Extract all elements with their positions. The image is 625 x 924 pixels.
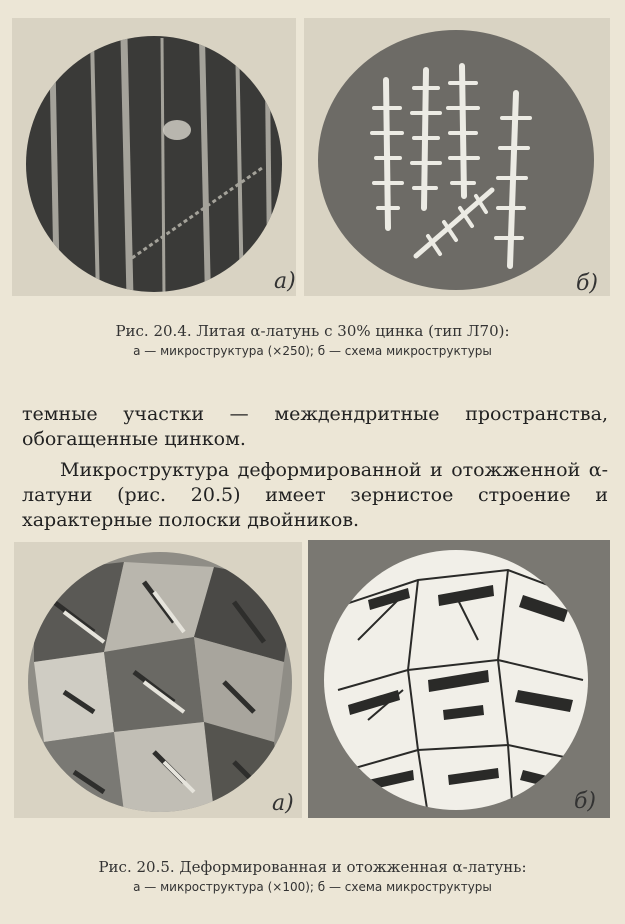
body-paragraph-1: темные участки — междендритные пространства, обогащенные цинком. bbox=[22, 403, 608, 450]
figure-20-4-micrograph bbox=[12, 18, 296, 296]
figure-20-5-caption-sub: а — микроструктура (×100); б — схема микроструктуры bbox=[133, 880, 492, 894]
figure-20-5-micrograph bbox=[14, 542, 302, 818]
figure-20-4-schematic bbox=[304, 18, 610, 296]
body-paragraph-2: Микроструктура деформированной и отожженной α-латуни (рис. 20.5) имеет зернистое строение и характерные полоски двойников. bbox=[22, 459, 608, 531]
figure-20-4-caption-title: Рис. 20.4. Литая α-латунь с 30% цинка (тип Л70): bbox=[115, 322, 510, 340]
panel-a-label: а) bbox=[272, 791, 294, 816]
figure-20-5-caption-title: Рис. 20.5. Деформированная и отожженная α-латунь: bbox=[98, 858, 527, 876]
figure-20-4-caption bbox=[0, 322, 625, 358]
dendrite-micrograph-image bbox=[12, 18, 296, 296]
twinned-grains-schematic-image bbox=[308, 540, 610, 818]
figure-20-4-caption-sub: а — микроструктура (×250); б — схема микроструктуры bbox=[133, 344, 492, 358]
dendrite-schematic-image bbox=[304, 18, 610, 296]
twinned-grains-micrograph-image bbox=[14, 542, 302, 818]
panel-b-label: б) bbox=[576, 271, 599, 296]
panel-b-label: б) bbox=[574, 789, 597, 814]
figure-20-5-caption bbox=[0, 858, 625, 894]
body-text bbox=[22, 402, 608, 533]
panel-a-label: а) bbox=[274, 269, 296, 294]
figure-20-5-schematic bbox=[308, 540, 610, 818]
